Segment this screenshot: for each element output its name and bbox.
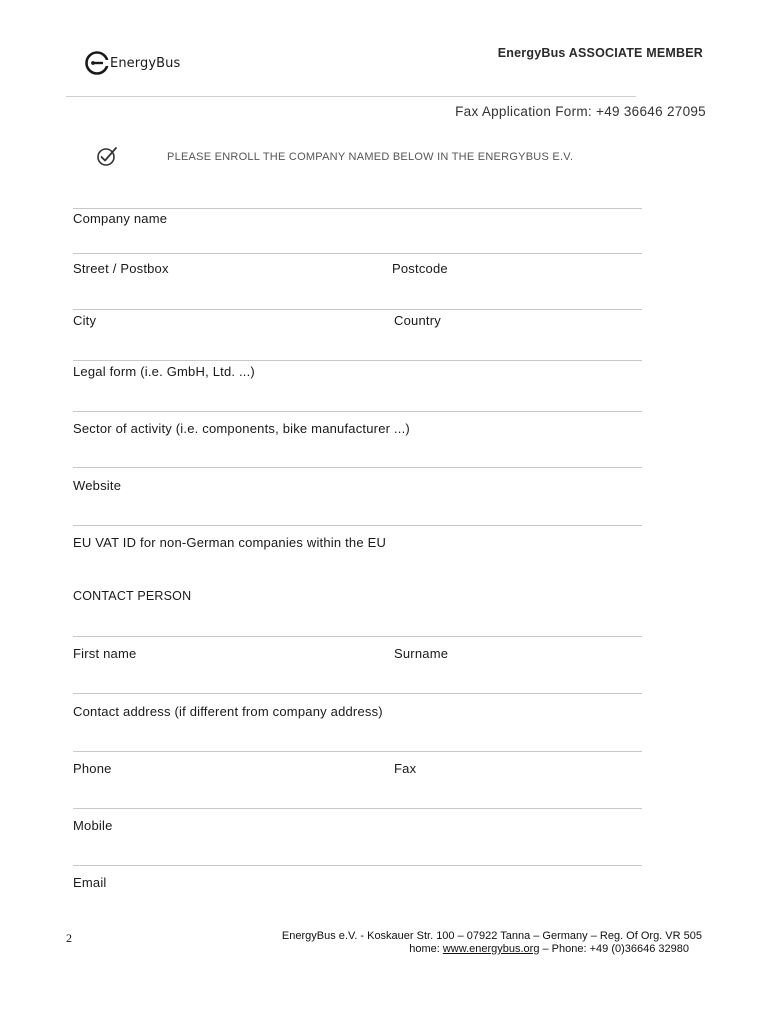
label-contact-address: Contact address (if different from company address) xyxy=(73,704,383,719)
footer-contact xyxy=(200,943,689,955)
label-sector: Sector of activity (i.e. components, bike manufacturer ...) xyxy=(73,421,410,436)
field-line-company-name[interactable] xyxy=(73,208,642,209)
energybus-logo-icon xyxy=(84,50,110,76)
field-line-website[interactable] xyxy=(73,467,642,468)
footer-website-link[interactable]: www.energybus.org xyxy=(442,943,540,955)
label-company-name: Company name xyxy=(73,211,168,226)
label-first-name: First name xyxy=(73,646,137,661)
check-circle-icon xyxy=(95,145,119,172)
label-vat: EU VAT ID for non-German companies within the EU xyxy=(73,535,387,550)
fax-line: Fax Application Form: +49 36646 27095 xyxy=(455,104,706,119)
contact-person-heading: CONTACT PERSON xyxy=(73,589,192,603)
field-line-mobile[interactable] xyxy=(73,808,642,809)
page-number: 2 xyxy=(66,931,72,945)
label-email: Email xyxy=(73,875,107,890)
label-phone: Phone xyxy=(73,761,112,776)
field-line-contact-address[interactable] xyxy=(73,693,642,694)
label-country: Country xyxy=(394,313,441,328)
label-postcode: Postcode xyxy=(392,261,448,276)
field-line-first-name[interactable] xyxy=(73,636,642,637)
header-divider xyxy=(66,96,636,97)
label-website: Website xyxy=(73,478,122,493)
logo-text: EnergyBus xyxy=(110,55,181,71)
field-line-legal-form[interactable] xyxy=(73,360,642,361)
field-line-phone[interactable] xyxy=(73,751,642,752)
label-mobile: Mobile xyxy=(73,818,113,833)
field-line-email[interactable] xyxy=(73,865,642,866)
logo xyxy=(84,50,180,76)
member-label: EnergyBus ASSOCIATE MEMBER xyxy=(497,46,703,60)
field-line-street[interactable] xyxy=(73,253,642,254)
field-line-vat[interactable] xyxy=(73,525,642,526)
footer-home-prefix: home: xyxy=(409,943,443,955)
footer-phone: – Phone: +49 (0)36646 32980 xyxy=(539,943,689,955)
label-fax: Fax xyxy=(394,761,417,776)
label-street: Street / Postbox xyxy=(73,261,169,276)
label-city: City xyxy=(73,313,97,328)
enroll-text: PLEASE ENROLL THE COMPANY NAMED BELOW IN THE ENERGYBUS E.V. xyxy=(167,151,574,163)
label-legal-form: Legal form (i.e. GmbH, Ltd. ...) xyxy=(73,364,255,379)
label-surname: Surname xyxy=(394,646,449,661)
field-line-sector[interactable] xyxy=(73,411,642,412)
footer-address: EnergyBus e.V. - Koskauer Str. 100 – 07922 Tanna – Germany – Reg. Of Org. VR 505 xyxy=(281,930,702,942)
field-line-city[interactable] xyxy=(73,309,642,310)
